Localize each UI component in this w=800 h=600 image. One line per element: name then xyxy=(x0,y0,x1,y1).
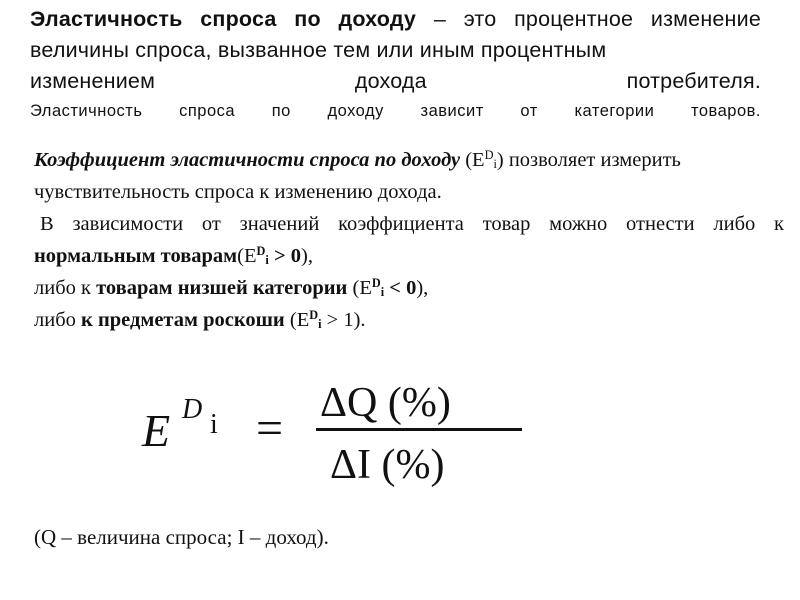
formula-lhs-E: E xyxy=(142,405,171,456)
symbol-sup: D xyxy=(484,148,494,163)
definition-end: изменением дохода потребителя. xyxy=(30,69,761,93)
category-dependency-note: Эластичность спроса по доходу зависит от категории товаров. xyxy=(30,102,761,120)
term-income-elasticity: Эластичность спроса по доходу xyxy=(30,7,417,31)
luxury-goods-label: к предметам роскоши xyxy=(81,309,285,331)
fraction-bar xyxy=(316,428,522,431)
inferior-goods-line: либо к товарам низшей категории $(E^D_i < 0)$, xyxy=(34,276,429,299)
elasticity-formula xyxy=(138,380,528,490)
coefficient-term: Коэффициент эластичности спроса по доходу xyxy=(34,149,461,171)
normal-condition: > 0 xyxy=(268,245,301,267)
coefficient-text-after: ) позволяет измерить xyxy=(496,149,681,171)
luxury-goods-line: либо к предметам роскоши $(E^D_i > 1)$. xyxy=(34,308,366,331)
variables-note: (Q – величина спроса; I – доход). xyxy=(34,525,329,549)
coefficient-symbol-open: (E xyxy=(460,149,485,171)
intro-definition xyxy=(30,4,761,97)
formula-denominator: ΔI (%) xyxy=(330,442,445,488)
definition-text: – это процентное изменение величины спроса, вызванное тем или иным процентным xyxy=(30,7,761,62)
coefficient-line-1 xyxy=(34,144,784,176)
categories-lead: В зависимости от значений коэффициента товар можно отнести либо к xyxy=(40,213,784,235)
luxury-condition: > 1). xyxy=(321,309,366,331)
inferior-condition: < 0 xyxy=(384,277,417,299)
inferior-goods-label: товарам низшей категории xyxy=(96,277,348,299)
normal-goods-label: нормальным товарам xyxy=(34,245,238,267)
symbol-sub: i xyxy=(493,156,497,171)
formula-lhs-D: D xyxy=(182,394,203,425)
formula-numerator: ΔQ (%) xyxy=(320,380,451,426)
formula-lhs-i: i xyxy=(210,409,218,440)
coefficient-line-2: чувствительность спроса к изменению дохода. xyxy=(34,181,442,203)
coefficient-explanation xyxy=(34,144,784,336)
definition-line xyxy=(30,4,761,66)
formula-equals: = xyxy=(256,402,284,455)
normal-goods-line: нормальным $товарам(E^D_i > 0)$, xyxy=(34,244,313,267)
